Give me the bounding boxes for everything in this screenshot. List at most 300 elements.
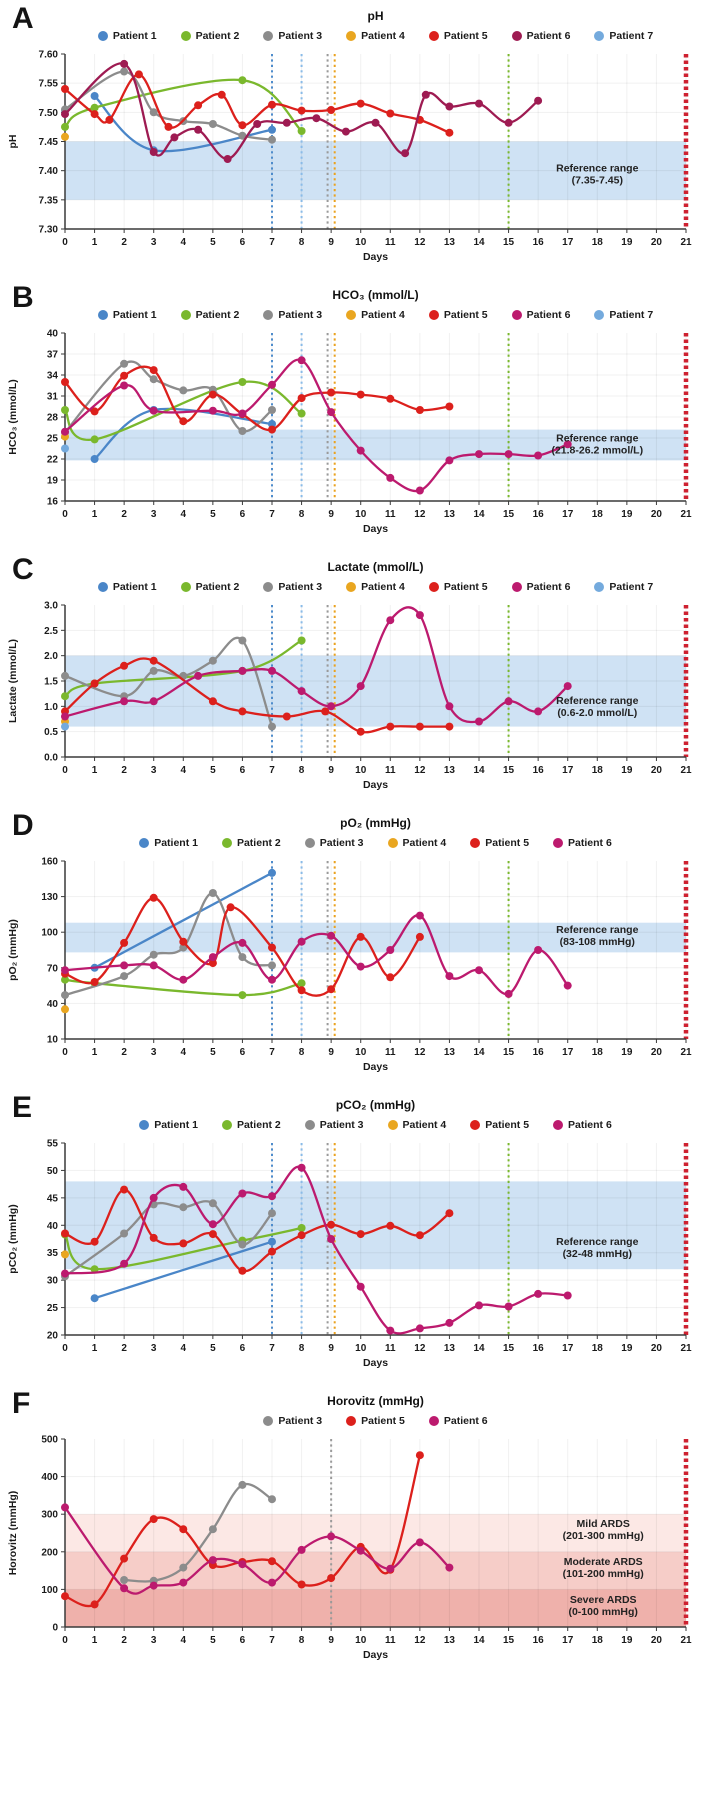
legend-item-label: Patient 4 xyxy=(361,30,405,42)
x-tick-label: 0 xyxy=(62,1047,68,1058)
y-tick-label: 7.40 xyxy=(38,166,58,178)
data-point-patient-5 xyxy=(327,1221,335,1229)
x-tick-label: 15 xyxy=(503,237,515,248)
x-tick-label: 8 xyxy=(298,765,305,776)
legend xyxy=(65,577,686,597)
data-point-patient-6 xyxy=(357,1283,365,1291)
chart-title: pO₂ (mmHg) xyxy=(340,816,411,830)
x-tick-label: 7 xyxy=(269,1047,275,1058)
data-point-patient-3 xyxy=(179,1203,187,1211)
data-point-patient-5 xyxy=(445,129,453,137)
data-point-patient-5 xyxy=(209,391,217,399)
y-axis-label: pCO₂ (mmHg) xyxy=(7,1204,19,1274)
band-label: (0.6-2.0 mmol/L) xyxy=(557,706,638,719)
legend-marker-icon xyxy=(305,1120,315,1130)
data-point-patient-4 xyxy=(61,1005,69,1013)
legend-item-label: Patient 3 xyxy=(278,30,323,42)
legend-item-label: Patient 5 xyxy=(485,1119,530,1131)
legend-marker-icon xyxy=(263,582,273,592)
data-point-patient-6 xyxy=(564,1292,572,1300)
data-point-patient-3 xyxy=(150,951,158,959)
data-point-patient-5 xyxy=(268,944,276,952)
y-tick-label: 7.55 xyxy=(38,78,58,90)
y-tick-label: 100 xyxy=(41,1584,58,1596)
data-point-patient-5 xyxy=(298,986,306,994)
x-tick-label: 6 xyxy=(239,1635,246,1646)
chart-title: pCO₂ (mmHg) xyxy=(335,1098,416,1112)
x-tick-label: 21 xyxy=(680,1343,692,1354)
legend-item xyxy=(305,1119,364,1131)
legend-item-label: Patient 1 xyxy=(112,309,157,321)
x-tick-label: 20 xyxy=(650,1343,662,1354)
x-tick-label: 10 xyxy=(355,765,367,776)
legend-item xyxy=(553,1119,612,1131)
legend-item xyxy=(222,837,281,849)
legend-marker-icon xyxy=(553,838,563,848)
legend-item-label: Patient 7 xyxy=(609,581,654,593)
data-point-patient-5 xyxy=(150,366,158,374)
data-point-patient-4 xyxy=(61,133,69,141)
band-label: Reference range xyxy=(556,432,639,445)
x-tick-label: 5 xyxy=(210,1343,216,1354)
data-point-patient-6 xyxy=(268,667,276,675)
x-tick-label: 3 xyxy=(150,1047,157,1058)
data-point-patient-6 xyxy=(564,982,572,990)
x-tick-label: 14 xyxy=(473,509,485,520)
x-tick-label: 0 xyxy=(62,237,68,248)
band-label: (21.8-26.2 mmol/L) xyxy=(551,444,644,457)
band-label: Severe ARDS xyxy=(569,1594,637,1607)
data-point-patient-5 xyxy=(150,657,158,665)
data-point-patient-5 xyxy=(357,1230,365,1238)
x-tick-label: 5 xyxy=(210,509,216,520)
data-point-patient-3 xyxy=(120,360,128,368)
band-label: Reference range xyxy=(556,162,639,175)
x-tick-label: 15 xyxy=(503,1343,515,1354)
x-tick-label: 17 xyxy=(562,1047,574,1058)
legend-marker-icon xyxy=(470,838,480,848)
data-point-patient-3 xyxy=(209,120,217,128)
panel-F xyxy=(0,1387,720,1663)
data-point-patient-1 xyxy=(268,126,276,134)
data-point-patient-7 xyxy=(61,445,69,453)
legend-item-label: Patient 2 xyxy=(195,309,240,321)
chart-C xyxy=(0,597,720,793)
x-tick-label: 16 xyxy=(532,1047,544,1058)
data-point-patient-1 xyxy=(268,1238,276,1246)
legend-marker-icon xyxy=(346,1416,356,1426)
legend-marker-icon xyxy=(305,838,315,848)
legend-marker-icon xyxy=(594,310,604,320)
legend-item xyxy=(181,30,240,42)
data-point-patient-3 xyxy=(179,386,187,394)
y-tick-label: 7.45 xyxy=(38,137,58,148)
data-point-patient-5 xyxy=(268,1248,276,1256)
legend-marker-icon xyxy=(429,1416,439,1426)
data-point-patient-6 xyxy=(179,1183,187,1191)
legend-item-label: Patient 1 xyxy=(154,1119,198,1131)
x-tick-label: 10 xyxy=(355,1635,367,1646)
panel-letter-A: A xyxy=(12,2,34,35)
data-point-patient-3 xyxy=(238,1241,246,1249)
legend-item-label: Patient 4 xyxy=(361,309,405,321)
data-point-patient-6 xyxy=(209,1220,217,1228)
data-point-patient-6 xyxy=(534,452,542,460)
data-point-patient-6 xyxy=(401,149,409,157)
legend-item-label: Patient 4 xyxy=(402,1119,447,1131)
data-point-patient-6 xyxy=(475,1301,483,1309)
data-point-patient-5 xyxy=(268,1557,276,1565)
data-point-patient-6 xyxy=(475,718,483,726)
x-tick-label: 18 xyxy=(591,1047,603,1058)
y-tick-label: 34 xyxy=(46,370,58,382)
y-tick-label: 30 xyxy=(46,1275,58,1287)
legend-item xyxy=(429,309,488,321)
data-point-patient-3 xyxy=(209,1199,217,1207)
x-tick-label: 20 xyxy=(650,237,662,248)
legend-marker-icon xyxy=(98,310,108,320)
chart-F xyxy=(0,1431,720,1663)
x-tick-label: 21 xyxy=(680,1635,692,1646)
data-point-patient-3 xyxy=(120,68,128,76)
legend-item-label: Patient 2 xyxy=(195,581,240,593)
data-point-patient-5 xyxy=(386,110,394,118)
data-point-patient-5 xyxy=(445,723,453,731)
y-tick-label: 45 xyxy=(46,1193,58,1205)
data-point-patient-5 xyxy=(209,1230,217,1238)
data-point-patient-6 xyxy=(475,100,483,108)
legend-item xyxy=(346,309,405,321)
legend-marker-icon xyxy=(98,582,108,592)
panel-header xyxy=(65,1393,686,1431)
y-axis-label: Horovitz (mmHg) xyxy=(7,1490,19,1576)
data-point-patient-5 xyxy=(357,728,365,736)
x-axis-label: Days xyxy=(362,1061,389,1073)
x-tick-label: 10 xyxy=(355,1047,367,1058)
data-point-patient-3 xyxy=(238,953,246,961)
y-tick-label: 25 xyxy=(46,433,58,445)
data-point-patient-6 xyxy=(312,114,320,122)
data-point-patient-6 xyxy=(268,1579,276,1587)
data-point-patient-5 xyxy=(150,894,158,902)
data-point-patient-6 xyxy=(150,697,158,705)
data-point-patient-5 xyxy=(179,417,187,425)
legend-item-label: Patient 5 xyxy=(443,581,488,593)
legend-item-label: Patient 1 xyxy=(112,30,157,42)
band-label: (32-48 mmHg) xyxy=(562,1247,633,1260)
data-point-patient-1 xyxy=(91,455,99,463)
data-point-patient-3 xyxy=(268,1209,276,1217)
data-point-patient-6 xyxy=(327,932,335,940)
data-point-patient-5 xyxy=(91,1238,99,1246)
chart-E xyxy=(0,1135,720,1371)
data-point-patient-6 xyxy=(150,1582,158,1590)
data-point-patient-6 xyxy=(61,713,69,721)
legend-marker-icon xyxy=(512,582,522,592)
x-axis-label: Days xyxy=(362,779,389,791)
data-point-patient-5 xyxy=(238,121,246,129)
x-tick-label: 1 xyxy=(91,1343,98,1354)
x-tick-label: 5 xyxy=(210,237,216,248)
data-point-patient-5 xyxy=(327,1574,335,1582)
data-point-patient-5 xyxy=(120,1555,128,1563)
x-tick-label: 21 xyxy=(680,509,692,520)
y-tick-label: 3.0 xyxy=(44,600,58,612)
data-point-patient-5 xyxy=(386,395,394,403)
data-point-patient-6 xyxy=(534,946,542,954)
panel-header xyxy=(65,1097,686,1135)
legend-item-label: Patient 5 xyxy=(443,30,488,42)
legend-item-label: Patient 6 xyxy=(526,581,571,593)
data-point-patient-6 xyxy=(170,133,178,141)
data-point-patient-5 xyxy=(179,1525,187,1533)
band-label: (101-200 mmHg) xyxy=(562,1567,644,1580)
panel-letter-E: E xyxy=(12,1091,33,1124)
data-point-patient-6 xyxy=(298,1546,306,1554)
data-point-patient-7 xyxy=(61,723,69,731)
x-axis-label: Days xyxy=(362,1357,389,1369)
x-tick-label: 18 xyxy=(591,1343,603,1354)
x-tick-label: 6 xyxy=(239,1343,246,1354)
legend-item-label: Patient 6 xyxy=(443,1415,488,1427)
y-tick-label: 22 xyxy=(46,454,58,466)
data-point-patient-2 xyxy=(61,123,69,131)
data-point-patient-2 xyxy=(91,435,99,443)
band-label: Reference range xyxy=(556,694,639,707)
x-tick-label: 20 xyxy=(650,765,662,776)
data-point-patient-3 xyxy=(238,1481,246,1489)
x-tick-label: 8 xyxy=(298,509,305,520)
legend-item xyxy=(98,30,157,42)
data-point-patient-6 xyxy=(268,1192,276,1200)
x-tick-label: 11 xyxy=(384,1343,396,1354)
x-tick-label: 6 xyxy=(239,237,246,248)
legend-marker-icon xyxy=(181,31,191,41)
x-tick-label: 13 xyxy=(443,765,455,776)
x-tick-label: 2 xyxy=(121,1047,127,1058)
data-point-patient-2 xyxy=(298,127,306,135)
data-point-patient-1 xyxy=(91,1294,99,1302)
x-tick-label: 13 xyxy=(443,237,455,248)
y-axis-label: Lactate (mmol/L) xyxy=(7,638,19,724)
data-point-patient-5 xyxy=(179,938,187,946)
x-tick-label: 13 xyxy=(443,1047,455,1058)
data-point-patient-6 xyxy=(179,976,187,984)
data-point-patient-3 xyxy=(268,1495,276,1503)
legend-item-label: Patient 7 xyxy=(609,309,654,321)
data-point-patient-5 xyxy=(238,707,246,715)
x-tick-label: 9 xyxy=(328,509,334,520)
data-point-patient-6 xyxy=(475,450,483,458)
y-tick-label: 7.30 xyxy=(38,224,58,236)
y-tick-label: 40 xyxy=(46,998,58,1010)
data-point-patient-6 xyxy=(534,97,542,105)
legend-item xyxy=(346,30,405,42)
legend-item xyxy=(388,837,447,849)
x-tick-label: 17 xyxy=(562,509,574,520)
data-point-patient-2 xyxy=(298,410,306,418)
legend-item-label: Patient 3 xyxy=(278,1415,323,1427)
legend-marker-icon xyxy=(139,1120,149,1130)
x-tick-label: 3 xyxy=(150,509,157,520)
x-tick-label: 12 xyxy=(414,509,426,520)
data-point-patient-5 xyxy=(165,123,173,131)
panel-header xyxy=(65,815,686,853)
legend-item-label: Patient 5 xyxy=(485,837,530,849)
x-tick-label: 16 xyxy=(532,237,544,248)
legend-item-label: Patient 3 xyxy=(278,581,323,593)
chart-title: HCO₃ (mmol/L) xyxy=(332,288,419,302)
data-point-patient-6 xyxy=(416,1324,424,1332)
data-point-patient-5 xyxy=(416,723,424,731)
legend-item xyxy=(263,1415,322,1427)
legend-item-label: Patient 6 xyxy=(568,1119,612,1131)
data-point-patient-2 xyxy=(61,692,69,700)
x-tick-label: 11 xyxy=(384,237,396,248)
x-tick-label: 3 xyxy=(150,1635,157,1646)
x-tick-label: 2 xyxy=(121,1635,127,1646)
x-tick-label: 17 xyxy=(562,237,574,248)
data-point-patient-3 xyxy=(120,1576,128,1584)
data-point-patient-5 xyxy=(298,1581,306,1589)
legend-marker-icon xyxy=(98,31,108,41)
x-tick-label: 14 xyxy=(473,1343,485,1354)
data-point-patient-5 xyxy=(416,1451,424,1459)
legend-item xyxy=(98,581,157,593)
data-point-patient-3 xyxy=(179,1564,187,1572)
x-tick-label: 7 xyxy=(269,237,275,248)
x-tick-label: 5 xyxy=(210,1635,216,1646)
legend-marker-icon xyxy=(222,838,232,848)
data-point-patient-6 xyxy=(342,128,350,136)
x-tick-label: 16 xyxy=(532,509,544,520)
legend-item-label: Patient 1 xyxy=(112,581,157,593)
data-point-patient-6 xyxy=(209,407,217,415)
data-point-patient-5 xyxy=(105,116,113,124)
x-tick-label: 11 xyxy=(384,765,396,776)
data-point-patient-3 xyxy=(120,972,128,980)
legend-marker-icon xyxy=(222,1120,232,1130)
x-tick-label: 16 xyxy=(532,1343,544,1354)
x-tick-label: 12 xyxy=(414,1047,426,1058)
legend-item xyxy=(388,1119,447,1131)
y-tick-label: 40 xyxy=(46,328,58,340)
legend-item-label: Patient 3 xyxy=(319,1119,364,1131)
panel-letter-D: D xyxy=(12,809,34,842)
data-point-patient-6 xyxy=(386,1565,394,1573)
chart-title: pH xyxy=(367,9,384,23)
data-point-patient-1 xyxy=(91,92,99,100)
data-point-patient-6 xyxy=(120,961,128,969)
data-point-patient-5 xyxy=(91,978,99,986)
legend xyxy=(65,1411,686,1431)
data-point-patient-6 xyxy=(386,474,394,482)
data-point-patient-5 xyxy=(357,100,365,108)
y-tick-label: 70 xyxy=(46,963,58,975)
data-point-patient-6 xyxy=(327,1235,335,1243)
data-point-patient-3 xyxy=(150,108,158,116)
x-tick-label: 12 xyxy=(414,1635,426,1646)
data-point-patient-3 xyxy=(61,991,69,999)
x-tick-label: 10 xyxy=(355,1343,367,1354)
data-point-patient-3 xyxy=(268,136,276,144)
data-point-patient-2 xyxy=(298,979,306,987)
x-tick-label: 4 xyxy=(180,237,187,248)
data-point-patient-6 xyxy=(416,1538,424,1546)
data-point-patient-5 xyxy=(209,697,217,705)
y-tick-label: 16 xyxy=(46,496,58,508)
legend-item xyxy=(263,581,322,593)
y-tick-label: 25 xyxy=(46,1303,58,1315)
data-point-patient-6 xyxy=(327,408,335,416)
data-point-patient-5 xyxy=(283,713,291,721)
legend-item-label: Patient 1 xyxy=(154,837,198,849)
legend-marker-icon xyxy=(346,310,356,320)
data-point-patient-2 xyxy=(298,637,306,645)
legend-marker-icon xyxy=(388,838,398,848)
legend-marker-icon xyxy=(512,310,522,320)
x-axis-label: Days xyxy=(362,523,389,535)
data-point-patient-3 xyxy=(61,672,69,680)
data-point-patient-6 xyxy=(179,1579,187,1587)
x-tick-label: 18 xyxy=(591,509,603,520)
data-point-patient-5 xyxy=(327,389,335,397)
x-tick-label: 16 xyxy=(532,1635,544,1646)
x-tick-label: 6 xyxy=(239,765,246,776)
data-point-patient-5 xyxy=(445,1209,453,1217)
x-tick-label: 2 xyxy=(121,509,127,520)
legend-item-label: Patient 6 xyxy=(568,837,612,849)
legend-item xyxy=(470,837,529,849)
legend-item xyxy=(305,837,364,849)
data-point-patient-3 xyxy=(150,667,158,675)
x-tick-label: 4 xyxy=(180,1047,187,1058)
data-point-patient-6 xyxy=(150,407,158,415)
x-tick-label: 17 xyxy=(562,1635,574,1646)
legend-item-label: Patient 3 xyxy=(319,837,364,849)
band-label: (201-300 mmHg) xyxy=(562,1530,644,1543)
legend-marker-icon xyxy=(181,310,191,320)
data-point-patient-6 xyxy=(120,697,128,705)
legend xyxy=(65,305,686,325)
x-tick-label: 6 xyxy=(239,509,246,520)
x-tick-label: 14 xyxy=(473,237,485,248)
data-point-patient-6 xyxy=(194,126,202,134)
x-tick-label: 7 xyxy=(269,509,275,520)
x-tick-label: 18 xyxy=(591,237,603,248)
panel-letter-C: C xyxy=(12,553,34,586)
data-point-patient-6 xyxy=(327,702,335,710)
data-point-patient-6 xyxy=(61,428,69,436)
x-tick-label: 8 xyxy=(298,237,305,248)
legend-item xyxy=(470,1119,529,1131)
data-point-patient-6 xyxy=(238,1560,246,1568)
legend-item xyxy=(98,309,157,321)
data-point-patient-6 xyxy=(422,91,430,99)
data-point-patient-3 xyxy=(120,1230,128,1238)
x-tick-label: 0 xyxy=(62,1635,68,1646)
data-point-patient-6 xyxy=(445,103,453,111)
legend xyxy=(65,1115,686,1135)
x-axis-label: Days xyxy=(362,1649,389,1661)
x-tick-label: 12 xyxy=(414,765,426,776)
x-tick-label: 21 xyxy=(680,1047,692,1058)
legend-marker-icon xyxy=(553,1120,563,1130)
data-point-patient-6 xyxy=(209,1556,217,1564)
panel-A xyxy=(0,2,720,265)
x-tick-label: 8 xyxy=(298,1635,305,1646)
legend-item xyxy=(222,1119,281,1131)
